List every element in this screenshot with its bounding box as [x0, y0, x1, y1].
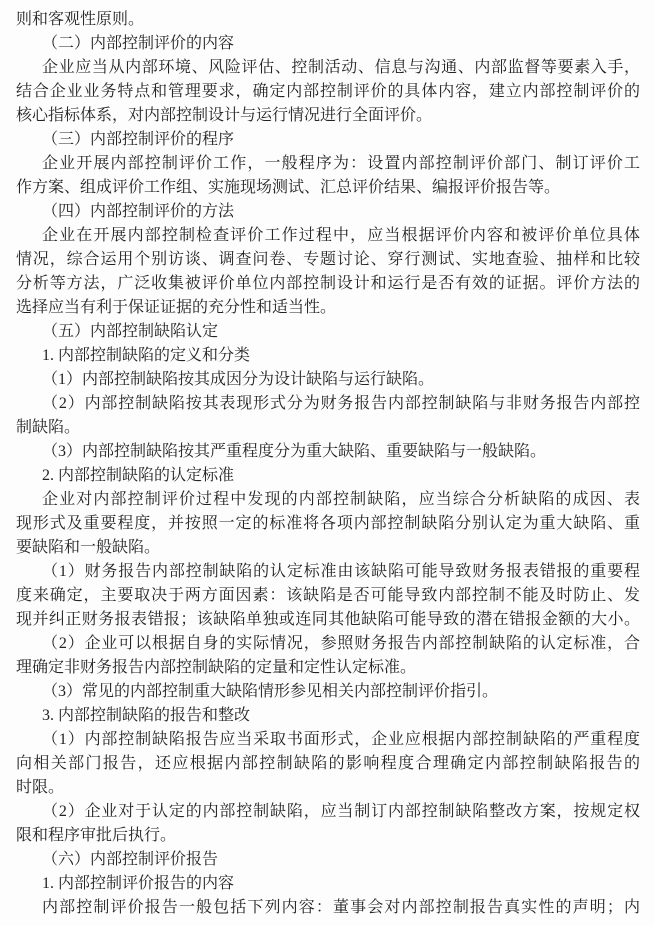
text-line: 时限。	[16, 779, 65, 796]
text-line: （1）财务报告内部控制缺陷的认定标准由该缺陷可能导致财务报表错报的重要程	[42, 563, 640, 580]
text-line: 结合企业业务特点和管理要求，确定内部控制评价的具体内容，建立内部控制评价的	[16, 83, 640, 100]
text-line: 企业在开展内部控制检查评价工作过程中，应当根据评价内容和被评价单位具体	[42, 227, 640, 244]
text-line: 企业对内部控制评价过程中发现的内部控制缺陷，应当综合分析缺陷的成因、表	[42, 491, 640, 508]
text-line: 理确定非财务报告内部控制缺陷的定量和定性认定标准。	[16, 659, 417, 676]
text-line: 企业应当从内部环境、风险评估、控制活动、信息与沟通、内部监督等要素入手，	[42, 59, 640, 76]
text-line: （1）内部控制缺陷报告应当采取书面形式，企业应根据内部控制缺陷的严重程度	[42, 731, 640, 748]
text-line: 内部控制评价报告一般包括下列内容：董事会对内部控制报告真实性的声明；内	[42, 899, 640, 916]
text-line: 企业开展内部控制评价工作，一般程序为：设置内部控制评价部门、制订评价工	[42, 155, 640, 172]
text-line: 作方案、组成评价工作组、实施现场测试、汇总评价结果、编报评价报告等。	[16, 179, 561, 196]
text-line: （3）常见的内部控制重大缺陷情形参见相关内部控制评价指引。	[42, 683, 499, 700]
text-line: 选择应当有利于保证证据的充分性和适当性。	[16, 299, 337, 316]
text-line: （2）企业对于认定的内部控制缺陷，应当制订内部控制缺陷整改方案，按规定权	[42, 803, 640, 820]
text-line: （五）内部控制缺陷认定	[42, 323, 219, 340]
text-line: 2. 内部控制缺陷的认定标准	[42, 467, 235, 484]
text-line: （六）内部控制评价报告	[42, 851, 219, 868]
text-line: 向相关部门报告，还应根据内部控制缺陷的影响程度合理确定内部控制缺陷报告的	[16, 755, 640, 772]
text-line: （2）企业可以根据自身的实际情况，参照财务报告内部控制缺陷的认定标准，合	[42, 635, 640, 652]
text-line: 度来确定，主要取决于两方面因素：该缺陷是否可能导致内部控制不能及时防止、发	[16, 587, 640, 604]
text-line: 1. 内部控制评价报告的内容	[42, 875, 235, 892]
text-line: 制缺陷。	[16, 419, 81, 436]
text-line: （三）内部控制评价的程序	[42, 131, 235, 148]
text-line: 要缺陷和一般缺陷。	[16, 539, 161, 556]
text-line: 则和客观性原则。	[16, 11, 145, 28]
text-line: 核心指标体系，对内部控制设计与运行情况进行全面评价。	[16, 107, 433, 124]
document-text-block	[16, 8, 640, 920]
text-line: （二）内部控制评价的内容	[42, 35, 235, 52]
text-line: （3）内部控制缺陷按其严重程度分为重大缺陷、重要缺陷与一般缺陷。	[42, 443, 547, 460]
text-line: 3. 内部控制缺陷的报告和整改	[42, 707, 251, 724]
text-line: 现形式及重要程度，并按照一定的标准将各项内部控制缺陷分别认定为重大缺陷、重	[16, 515, 640, 532]
text-line: 现并纠正财务报表错报；该缺陷单独或连同其他缺陷可能导致的潜在错报金额的大小。	[16, 611, 640, 628]
text-line: 分析等方法，广泛收集被评价单位内部控制设计和运行是否有效的证据。评价方法的	[16, 275, 640, 292]
text-line: （1）内部控制缺陷按其成因分为设计缺陷与运行缺陷。	[42, 371, 435, 388]
text-line: 情况，综合运用个别访谈、调查问卷、专题讨论、穿行测试、实地查验、抽样和比较	[16, 251, 640, 268]
text-line: （四）内部控制评价的方法	[42, 203, 235, 220]
text-line: （2）内部控制缺陷按其表现形式分为财务报告内部控制缺陷与非财务报告内部控	[42, 395, 640, 412]
text-line: 1. 内部控制缺陷的定义和分类	[42, 347, 251, 364]
text-line: 限和程序审批后执行。	[16, 827, 177, 844]
